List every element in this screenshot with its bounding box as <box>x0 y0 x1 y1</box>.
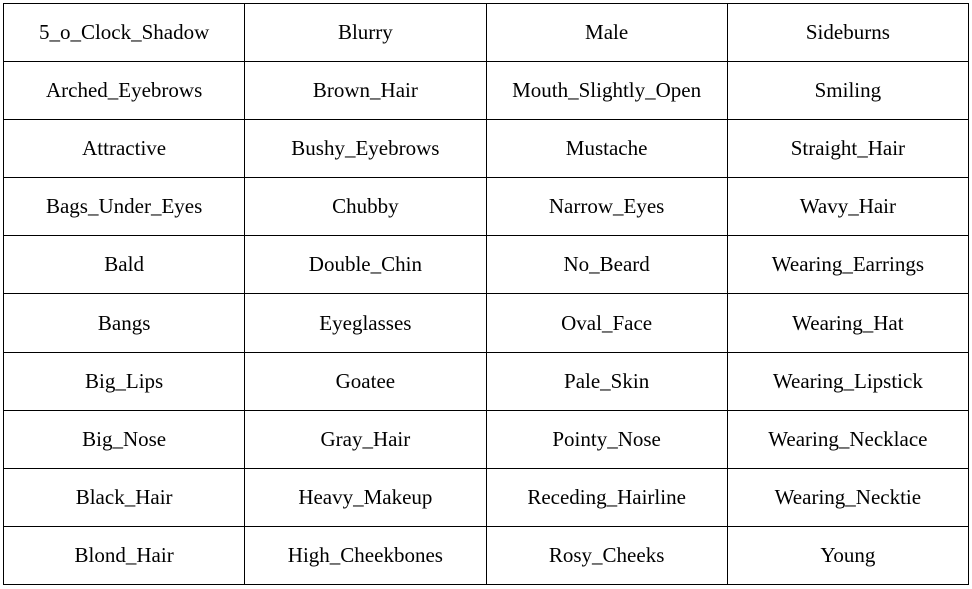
table-cell: Bags_Under_Eyes <box>4 178 245 236</box>
table-row <box>4 526 969 584</box>
table-cell: High_Cheekbones <box>245 526 486 584</box>
table-cell: Gray_Hair <box>245 410 486 468</box>
table-cell: Straight_Hair <box>727 120 968 178</box>
table-cell: Brown_Hair <box>245 62 486 120</box>
table-cell: Sideburns <box>727 4 968 62</box>
table-cell: Wearing_Necklace <box>727 410 968 468</box>
table-cell: No_Beard <box>486 236 727 294</box>
table-cell: Black_Hair <box>4 468 245 526</box>
table-row <box>4 236 969 294</box>
table-cell: Goatee <box>245 352 486 410</box>
table-cell: Eyeglasses <box>245 294 486 352</box>
table-cell: Big_Nose <box>4 410 245 468</box>
table-cell: Rosy_Cheeks <box>486 526 727 584</box>
table-cell: Mouth_Slightly_Open <box>486 62 727 120</box>
table-row <box>4 410 969 468</box>
table-row <box>4 4 969 62</box>
table-cell: Double_Chin <box>245 236 486 294</box>
table-cell: Wearing_Earrings <box>727 236 968 294</box>
table-cell: Attractive <box>4 120 245 178</box>
table-cell: Wavy_Hair <box>727 178 968 236</box>
table-cell: Narrow_Eyes <box>486 178 727 236</box>
table-row <box>4 62 969 120</box>
table-cell: Wearing_Hat <box>727 294 968 352</box>
table-cell: Receding_Hairline <box>486 468 727 526</box>
table-row <box>4 468 969 526</box>
table-cell: Heavy_Makeup <box>245 468 486 526</box>
table-cell: Chubby <box>245 178 486 236</box>
table-cell: Young <box>727 526 968 584</box>
table-row <box>4 178 969 236</box>
table-cell: Blurry <box>245 4 486 62</box>
table-row <box>4 352 969 410</box>
table-row <box>4 120 969 178</box>
table-cell: Wearing_Lipstick <box>727 352 968 410</box>
table-cell: Smiling <box>727 62 968 120</box>
table-cell: Wearing_Necktie <box>727 468 968 526</box>
table-cell: Mustache <box>486 120 727 178</box>
table-cell: Blond_Hair <box>4 526 245 584</box>
table-cell: Oval_Face <box>486 294 727 352</box>
table-cell: Pointy_Nose <box>486 410 727 468</box>
table-cell: Big_Lips <box>4 352 245 410</box>
attribute-table <box>3 3 969 585</box>
table-cell: Male <box>486 4 727 62</box>
table-row <box>4 294 969 352</box>
table-cell: Arched_Eyebrows <box>4 62 245 120</box>
table-cell: Pale_Skin <box>486 352 727 410</box>
table-cell: Bald <box>4 236 245 294</box>
table-cell: 5_o_Clock_Shadow <box>4 4 245 62</box>
table-cell: Bushy_Eyebrows <box>245 120 486 178</box>
attribute-table-body <box>4 4 969 585</box>
table-cell: Bangs <box>4 294 245 352</box>
